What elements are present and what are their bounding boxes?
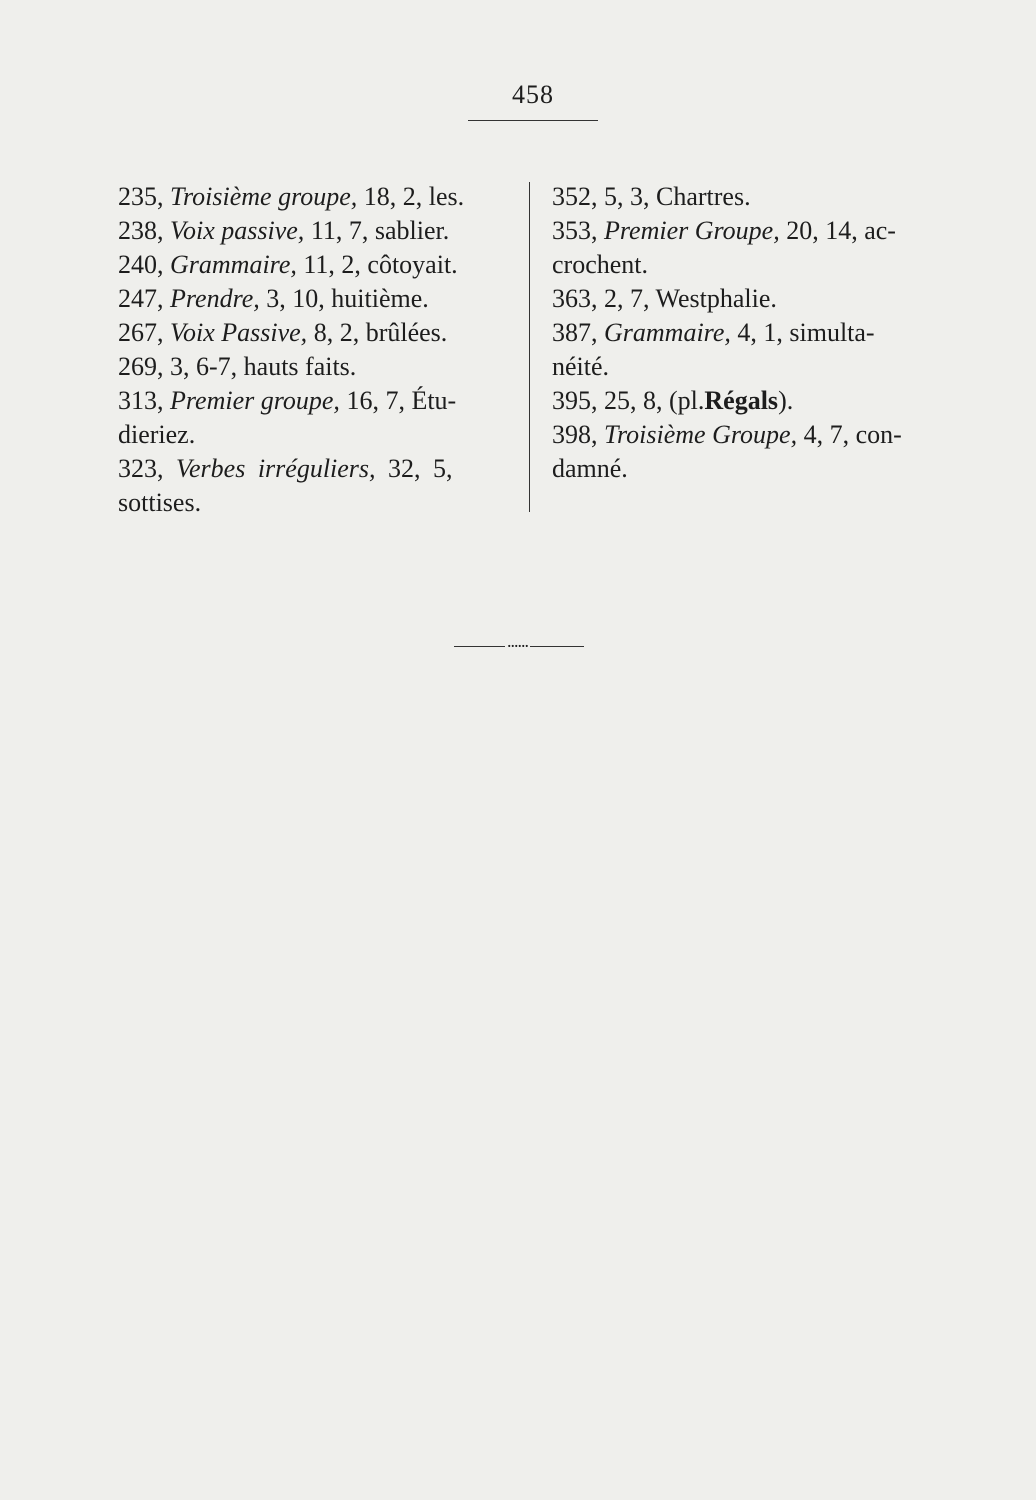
errata-entry bbox=[552, 418, 962, 486]
errata-entry bbox=[118, 180, 518, 214]
entry-title: Verbes irréguliers, bbox=[176, 454, 376, 483]
entry-ref: 363, bbox=[552, 284, 598, 313]
entry-ref: 267, bbox=[118, 318, 164, 347]
entry-text-after: ). bbox=[778, 386, 794, 415]
entry-title: Troisième groupe, bbox=[170, 182, 358, 211]
entry-text: 16, 7, Étu- bbox=[346, 386, 457, 415]
entry-title: Troisième Groupe, bbox=[604, 420, 798, 449]
errata-right-column bbox=[552, 180, 962, 486]
entry-title: Voix passive, bbox=[170, 216, 305, 245]
entry-text: 3, 6-7, hauts faits. bbox=[170, 352, 357, 381]
errata-entry bbox=[552, 384, 962, 418]
entry-continuation: néité. bbox=[552, 352, 610, 381]
entry-title: Voix Passive, bbox=[170, 318, 308, 347]
entry-text: 4, 1, simulta- bbox=[737, 318, 875, 347]
entry-text: 4, 7, con- bbox=[803, 420, 902, 449]
entry-continuation: dieriez. bbox=[118, 420, 196, 449]
entry-ref: 313, bbox=[118, 386, 164, 415]
entry-text: 25, 8, (pl. bbox=[604, 386, 705, 415]
errata-entry bbox=[118, 316, 518, 350]
header-rule bbox=[468, 120, 598, 121]
end-dots: ...... bbox=[507, 631, 528, 651]
entry-ref: 238, bbox=[118, 216, 164, 245]
entry-continuation: sottises. bbox=[118, 488, 202, 517]
entry-ref: 240, bbox=[118, 250, 164, 279]
entry-continuation: crochent. bbox=[552, 250, 649, 279]
entry-ref: 269, bbox=[118, 352, 164, 381]
entry-ref: 235, bbox=[118, 182, 164, 211]
errata-entry bbox=[118, 214, 518, 248]
entry-text: 3, 10, huitième. bbox=[266, 284, 429, 313]
entry-ref: 387, bbox=[552, 318, 598, 347]
errata-entry bbox=[118, 248, 518, 282]
entry-ref: 398, bbox=[552, 420, 598, 449]
entry-bold-word: Régals bbox=[704, 386, 779, 415]
column-divider bbox=[529, 182, 530, 512]
entry-ref: 323, bbox=[118, 454, 164, 483]
entry-ref: 247, bbox=[118, 284, 164, 313]
entry-ref: 353, bbox=[552, 216, 598, 245]
entry-text: 18, 2, les. bbox=[363, 182, 465, 211]
entry-title: Premier groupe, bbox=[170, 386, 340, 415]
errata-entry bbox=[552, 316, 962, 384]
entry-text: 32, 5, bbox=[388, 454, 453, 483]
errata-entry bbox=[118, 282, 518, 316]
entry-text: 2, 7, Westphalie. bbox=[604, 284, 777, 313]
entry-title: Grammaire, bbox=[604, 318, 731, 347]
page-number: 458 bbox=[512, 80, 554, 109]
entry-ref: 352, bbox=[552, 182, 598, 211]
errata-entry bbox=[118, 384, 518, 452]
entry-ref: 395, bbox=[552, 386, 598, 415]
entry-text: 8, 2, brûlées. bbox=[313, 318, 448, 347]
entry-text: 11, 2, côtoyait. bbox=[303, 250, 458, 279]
entry-text: 11, 7, sablier. bbox=[310, 216, 450, 245]
errata-entry bbox=[118, 452, 518, 520]
entry-title: Prendre, bbox=[170, 284, 260, 313]
errata-entry bbox=[552, 282, 962, 316]
entry-title: Grammaire, bbox=[170, 250, 297, 279]
entry-continuation: damné. bbox=[552, 454, 628, 483]
entry-title: Premier Groupe, bbox=[604, 216, 780, 245]
errata-left-column bbox=[118, 180, 518, 520]
errata-entry bbox=[552, 180, 962, 214]
errata-entry bbox=[552, 214, 962, 282]
errata-entry bbox=[118, 350, 518, 384]
entry-text: 20, 14, ac- bbox=[786, 216, 896, 245]
entry-text: 5, 3, Chartres. bbox=[604, 182, 751, 211]
